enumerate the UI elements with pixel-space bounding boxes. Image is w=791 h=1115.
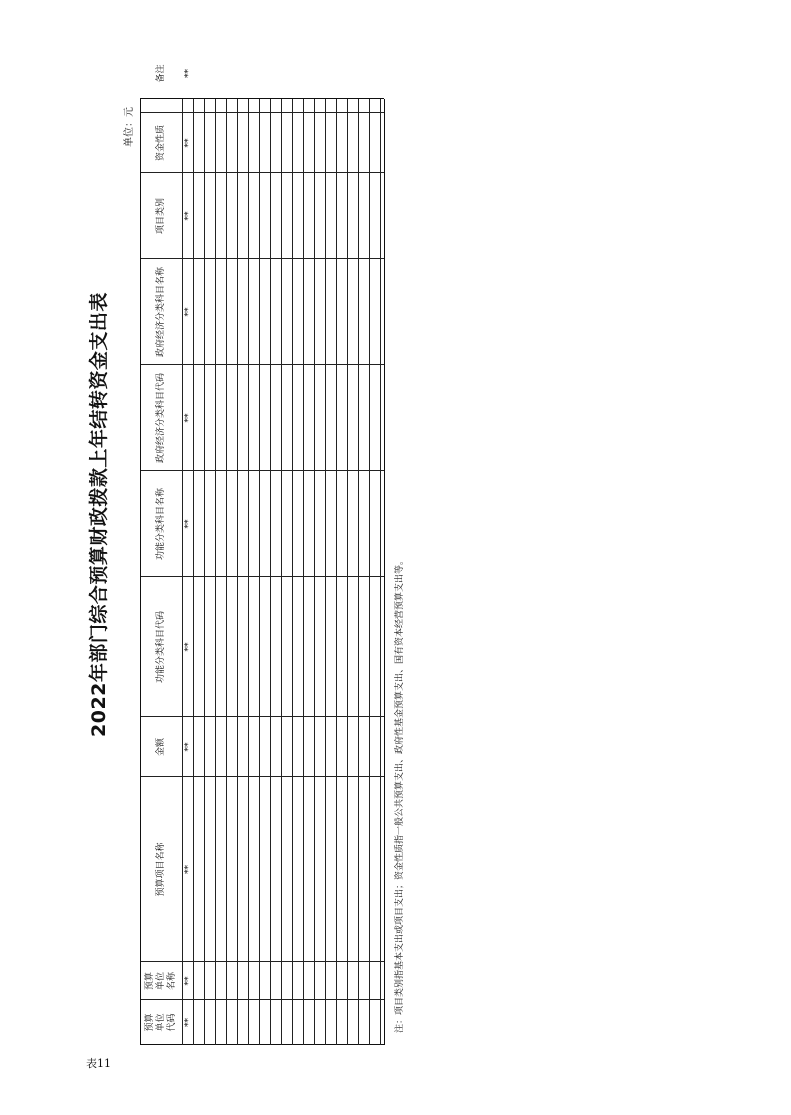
cell-func-code: ** — [183, 642, 194, 652]
grid-horizontal-line — [336, 99, 337, 1045]
header-econ-code: 政府经济分类科目代码 — [155, 373, 166, 464]
header-unit-code: 预算单位代码 — [144, 1013, 177, 1032]
grid-horizontal-line — [270, 99, 271, 1045]
header-unit-name: 预算单位名称 — [144, 972, 177, 991]
cell-fund-nature: ** — [183, 138, 194, 148]
grid-horizontal-line — [248, 99, 249, 1045]
grid-horizontal-line — [259, 99, 260, 1045]
header-amount: 金额 — [155, 738, 166, 757]
footnote: 注：项目类别指基本支出或项目支出；资金性质指一般公共预算支出、政府性基金预算支出、国有资本经营预算支出等。 — [395, 555, 405, 1033]
grid-horizontal-line — [226, 99, 227, 1045]
grid-horizontal-line — [325, 99, 326, 1045]
header-project-name: 预算项目名称 — [155, 842, 166, 897]
grid-horizontal-line — [292, 99, 293, 1045]
page-title: 2022年部门综合预算财政拨款上年结转资金支出表 — [88, 292, 110, 737]
table-number-label: 表11 — [86, 1057, 111, 1070]
grid-horizontal-line — [281, 99, 282, 1045]
grid-horizontal-line — [369, 99, 370, 1045]
cell-remark: ** — [183, 69, 194, 78]
header-func-name: 功能分类科目名称 — [155, 488, 166, 561]
grid-horizontal-line — [314, 99, 315, 1045]
expenditure-table — [140, 64, 384, 1045]
cell-project-type: ** — [183, 211, 194, 221]
grid-horizontal-line — [380, 99, 381, 1045]
cell-unit-code: ** — [183, 1018, 194, 1027]
grid-horizontal-line — [140, 99, 141, 1045]
header-func-code: 功能分类科目代码 — [155, 611, 166, 684]
cell-func-name: ** — [183, 519, 194, 529]
grid-horizontal-line — [204, 99, 205, 1045]
cell-econ-name: ** — [183, 307, 194, 317]
unit-label: 单位：元 — [124, 107, 135, 147]
header-project-type: 项目类别 — [155, 198, 166, 235]
cell-project-name: ** — [183, 865, 194, 874]
grid-horizontal-line — [358, 99, 359, 1045]
header-econ-name: 政府经济分类科目名称 — [155, 267, 166, 358]
grid-horizontal-line — [215, 99, 216, 1045]
grid-horizontal-line — [193, 99, 194, 1045]
cell-amount: ** — [183, 742, 194, 752]
header-remark: 备注 — [155, 64, 166, 83]
cell-unit-name: ** — [183, 976, 194, 986]
grid-horizontal-line — [182, 99, 183, 1045]
grid-horizontal-line — [303, 99, 304, 1045]
header-fund-nature: 资金性质 — [155, 125, 166, 162]
grid-horizontal-line — [384, 99, 385, 1045]
grid-horizontal-line — [347, 99, 348, 1045]
grid-horizontal-line — [237, 99, 238, 1045]
cell-econ-code: ** — [183, 413, 194, 423]
